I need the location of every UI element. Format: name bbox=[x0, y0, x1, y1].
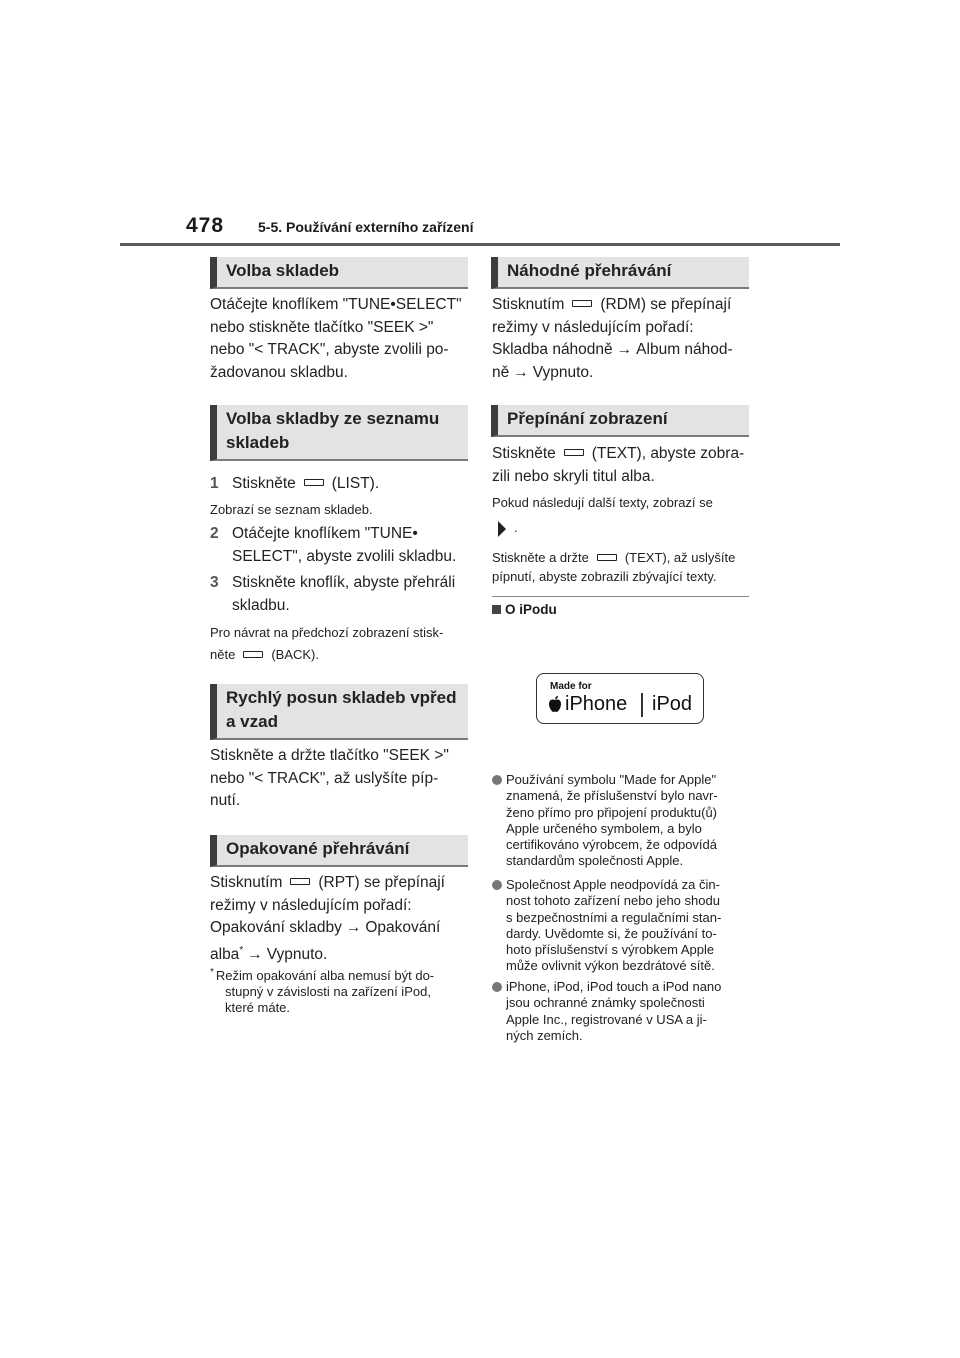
text-button-icon bbox=[564, 449, 584, 456]
more-text-arrow-icon bbox=[498, 521, 506, 537]
rpt-button-icon bbox=[290, 878, 310, 885]
display-note-1b: . bbox=[492, 519, 518, 538]
section-heading-track-selection bbox=[210, 257, 468, 289]
step-2: 2 Otáčejte knoflíkem "TUNE• SELECT", abyste zvolili skladbu. bbox=[210, 525, 457, 565]
heading-text: Volba skladeb bbox=[226, 261, 340, 280]
step-1: 1 Stiskněte (LIST). bbox=[210, 475, 380, 492]
section-heading-repeat: Opakované přehrávání bbox=[210, 835, 468, 867]
header-rule bbox=[120, 243, 840, 246]
divider bbox=[492, 596, 749, 597]
bullet-made-for-apple: Používání symbolu "Made for Apple" znamená, že příslušenství bylo navr- ženo přímo pro připojení produktu(ů) Apple určeného symbolem, a bylo certifikováno výrobcem, že odpovídá standardům společnosti Apple. bbox=[506, 772, 718, 870]
note-back: Pro návrat na předchozí zobrazení stisk- něte (BACK). bbox=[210, 625, 444, 662]
badge-separator bbox=[641, 693, 643, 717]
section-heading-fast-seek: Rychlý posun skladeb vpřed a vzad bbox=[210, 684, 468, 740]
section-heading-track-list: Volba skladby ze seznamu skladeb bbox=[210, 405, 468, 461]
apple-logo-icon bbox=[548, 695, 562, 713]
bullet-apple-responsibility: Společnost Apple neodpovídá za čin- nost tohoto zařízení nebo jeho shodu s bezpečnostními a regulačními stan- dardy. Uvědomte si, že používání to- hoto příslušenství s výrobkem Apple může ovlivnit výkon bezdrátové sítě. bbox=[506, 877, 721, 975]
bullet-trademarks: iPhone, iPod, iPod touch a iPod nano jsou ochranné známky společnosti Apple Inc., registrované v USA a ji- ných zemích. bbox=[506, 979, 721, 1044]
page-number: 478 bbox=[186, 214, 225, 237]
rdm-button-icon bbox=[572, 300, 592, 307]
bullet-dot-icon bbox=[492, 775, 502, 785]
made-for-iphone-ipod-badge: Made for iPhone iPod bbox=[536, 673, 704, 724]
display-note-2: Stiskněte a držte (TEXT), až uslyšíte pípnutí, abyste zobrazili zbývající texty. bbox=[492, 550, 736, 584]
chapter-title: 5-5. Používání externího zařízení bbox=[258, 219, 474, 235]
track-selection-body: Otáčejte knoflíkem "TUNE•SELECT" nebo stiskněte tlačítko "SEEK >" nebo "< TRACK", abyste zvolili po- žadovanou skladbu. bbox=[210, 296, 462, 381]
note-list-shown: Zobrazí se seznam skladeb. bbox=[210, 502, 373, 517]
back-button-icon bbox=[243, 651, 263, 658]
section-heading-shuffle: Náhodné přehrávání bbox=[491, 257, 749, 289]
text-button-icon bbox=[597, 554, 617, 561]
list-button-icon bbox=[304, 479, 324, 486]
ipod-heading: O iPodu bbox=[492, 602, 557, 617]
shuffle-body: Stisknutím (RDM) se přepínají režimy v následujícím pořadí: Skladba náhodně → Album náhod- ně → Vypnuto. bbox=[492, 294, 733, 384]
arrow-icon: → bbox=[616, 341, 633, 358]
arrow-icon: → bbox=[513, 363, 529, 381]
footnote: * Režim opakování alba nemusí být do- stupný v závislosti na zařízení iPod, které máte. bbox=[210, 967, 435, 1016]
step-3: 3 Stiskněte knoflík, abyste přehráli skladbu. bbox=[210, 574, 456, 614]
bullet-dot-icon bbox=[492, 880, 502, 890]
section-heading-display: Přepínání zobrazení bbox=[491, 405, 749, 437]
repeat-body: Stisknutím (RPT) se přepínají režimy v následujícím pořadí: Opakování skladby → Opakování alba* → Vypnuto. bbox=[210, 872, 445, 966]
display-body: Stiskněte (TEXT), abyste zobra- zili nebo skryli titul alba. bbox=[492, 445, 745, 485]
arrow-icon: → bbox=[345, 919, 362, 936]
fast-seek-body: Stiskněte a držte tlačítko "SEEK >" nebo "< TRACK", až uslyšíte píp- nutí. bbox=[210, 747, 449, 809]
arrow-icon: → bbox=[247, 945, 263, 963]
display-note-1: Pokud následují další texty, zobrazí se bbox=[492, 495, 713, 510]
bullet-dot-icon bbox=[492, 982, 502, 992]
square-bullet-icon bbox=[492, 605, 501, 614]
